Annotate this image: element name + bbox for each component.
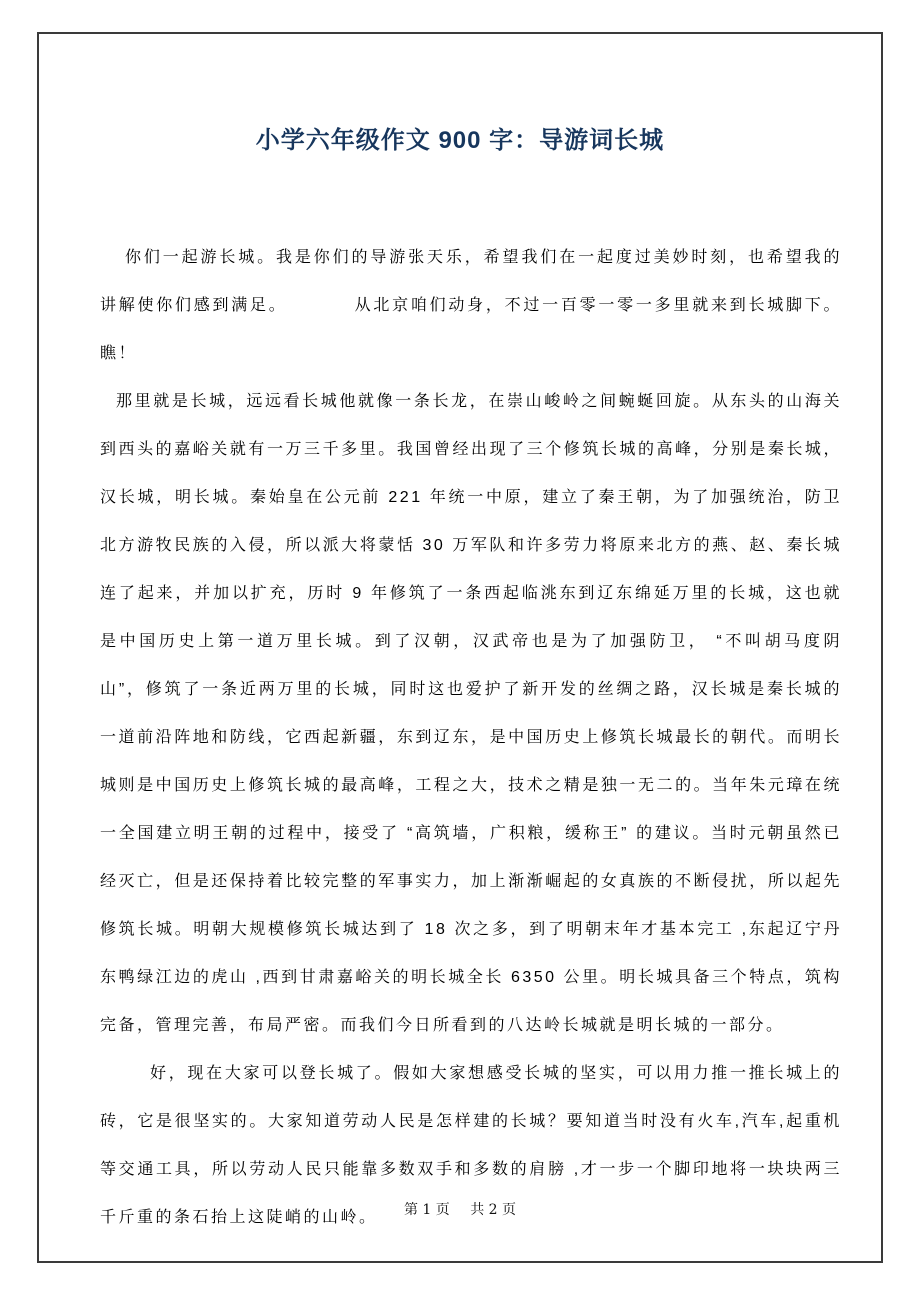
total-pages-label: 共 2 页: [470, 1202, 517, 1218]
body-paragraph-intro: 你们一起游长城。我是你们的导游张天乐，希望我们在一起度过美妙时刻，也希望我的讲解使你们感到满足。 从北京咱们动身，不过一百零一零一多里就来到长城脚下。瞧！: [100, 249, 842, 362]
page-number-footer: [39, 1199, 881, 1219]
current-page-label: 第 1 页: [403, 1202, 450, 1218]
document-page: [37, 32, 883, 1263]
document-title: 小学六年级作文 900 字：导游词长城: [255, 127, 665, 154]
body-paragraph-history: 那里就是长城，远远看长城他就像一条长龙，在崇山峻岭之间蜿蜒回旋。从东头的山海关到西头的嘉峪关就有一万三千多里。我国曾经出现了三个修筑长城的高峰，分别是秦长城，汉长城，明长城。秦始皇在公元前 221 年统一中原，建立了秦王朝，为了加强统治，防卫北方游牧民族的入侵，所以派大将蒙恬 30 万军队和许多劳力将原来北方的燕、赵、秦长城连了起来，并加以扩充，历时 9 年修筑了一条西起临洮东到辽东绵延万里的长城，这也就是中国历史上第一道万里长城。到了汉朝，汉武帝也是为了加强防卫， “不叫胡马度阴山”，修筑了一条近两万里的长城，同时这也爱护了新开发的丝绸之路，汉长城是秦长城的一道前沿阵地和防线，它西起新疆，东到辽东，是中国历史上修筑长城最长的朝代。而明长城则是中国历史上修筑长城的最高峰，工程之大，技术之精是独一无二的。当年朱元璋在统一全国建立明王朝的过程中，接受了 “高筑墙，广积粮，缓称王” 的建议。当时元朝虽然已经灭亡，但是还保持着比较完整的军事实力，加上渐渐崛起的女真族的不断侵扰，所以起先修筑长城。明朝大规模修筑长城达到了 18 次之多，到了明朝末年才基本完工 ,东起辽宁丹东鸭绿江边的虎山 ,西到甘肃嘉峪关的明长城全长 6350 公里。明长城具备三个特点，筑构完备，管理完善，布局严密。而我们今日所看到的八达岭长城就是明长城的一部分。: [100, 393, 842, 1034]
body-paragraph-climb: 好，现在大家可以登长城了。假如大家想感受长城的坚实，可以用力推一推长城上的砖，它是很坚实的。大家知道劳动人民是怎样建的长城？要知道当时没有火车,汽车,起重机等交通工具，所以劳动人民只能靠多数双手和多数的肩膀 ,才一步一个脚印地将一块块两三千斤重的条石抬上这陡峭的山岭。: [100, 1065, 842, 1226]
document-body: [100, 234, 842, 1242]
